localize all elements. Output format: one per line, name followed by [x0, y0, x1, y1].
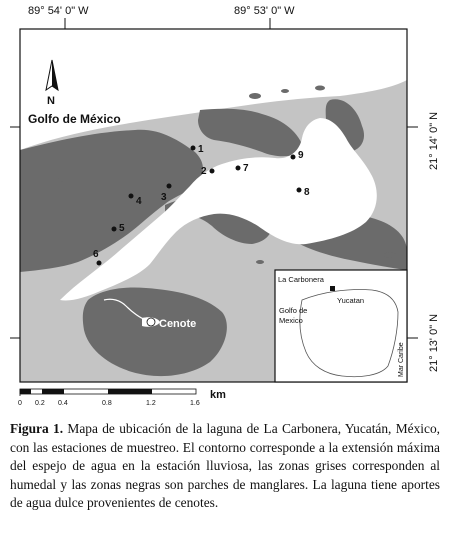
station-6-label: 6 — [93, 249, 99, 260]
station-3-marker — [167, 184, 172, 189]
latitude-label-south: 21° 13' 0" N — [428, 313, 440, 372]
station-7-marker — [236, 166, 241, 171]
scale-tick-02: 0.2 — [35, 400, 45, 407]
station-1-marker — [191, 146, 196, 151]
cenote-marker — [147, 318, 155, 326]
station-8-label: 8 — [304, 187, 310, 198]
station-8-marker — [297, 188, 302, 193]
inset-golfo: Golfo de — [279, 306, 308, 315]
station-2-label: 2 — [201, 166, 207, 177]
scale-tick-04: 0.4 — [58, 400, 68, 407]
station-5-label: 5 — [119, 223, 125, 234]
station-3-label: 3 — [161, 192, 167, 203]
station-5-marker — [112, 227, 117, 232]
scale-unit: km — [210, 389, 226, 401]
station-9-label: 9 — [298, 150, 304, 161]
station-9-marker — [291, 155, 296, 160]
inset-mar-caribe: Mar Caribe — [398, 342, 405, 377]
scale-tick-16: 1.6 — [190, 400, 200, 407]
inset-mexico: Mexico — [279, 316, 303, 325]
inset-la-carbonera: La Carbonera — [278, 275, 324, 284]
cenote-label: Cenote — [159, 318, 197, 330]
station-2-marker — [210, 169, 215, 174]
station-4-marker — [129, 194, 134, 199]
inset-yucatan: Yucatan — [337, 296, 365, 305]
la-carbonera-marker — [330, 286, 335, 291]
scale-tick-12: 1.2 — [146, 400, 156, 407]
longitude-label-east: 89° 53' 0" W — [234, 5, 295, 17]
gulf-label: Golfo de México — [28, 112, 121, 126]
scale-tick-08: 0.8 — [102, 400, 112, 407]
inset-map — [275, 270, 407, 382]
figure-caption — [10, 420, 440, 513]
station-1-label: 1 — [198, 144, 204, 155]
scale-tick-0: 0 — [18, 400, 22, 407]
caption-label: Figura 1. — [10, 421, 64, 436]
scale-bar — [20, 389, 196, 396]
latitude-label-north: 21° 14' 0" N — [428, 111, 440, 170]
station-7-label: 7 — [243, 163, 249, 174]
caption-text: Mapa de ubicación de la laguna de La Carbonera, Yucatán, México, con las estaciones de muestreo. El contorno corresponde a la extensión máxima del espejo de agua en la estación lluviosa, las zonas grises corresponden al humedal y las zonas negras son parches de manglares. La laguna tiene aportes de agua dulce provenientes de cenotes. — [10, 421, 440, 510]
station-4-label: 4 — [136, 196, 142, 207]
longitude-label-west: 89° 54' 0" W — [28, 5, 89, 17]
scale-labels — [18, 400, 200, 407]
north-label: N — [47, 95, 55, 107]
station-6-marker — [97, 261, 102, 266]
